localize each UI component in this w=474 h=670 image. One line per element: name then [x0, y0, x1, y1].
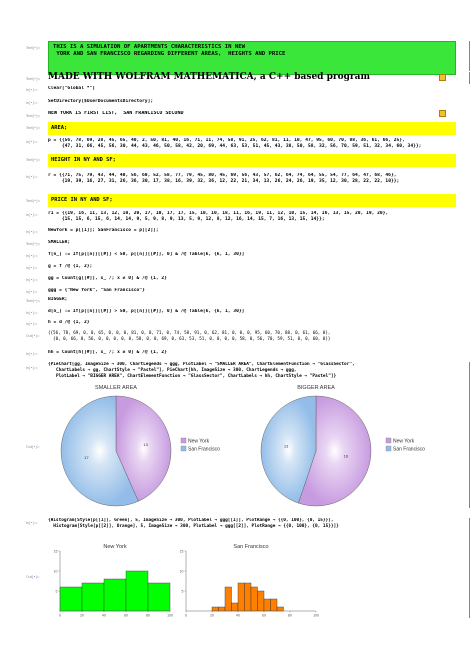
- input-label: In[•]:=: [26, 175, 38, 179]
- histogram-bar: [82, 583, 104, 611]
- f-def-input[interactable]: f[n_] := If[p[[n]][[#]] < 50, p[[n]][[#]], 0] & /@ Table[k, {k, 1, 30}]: [48, 252, 245, 257]
- legend-label: San Francisco: [188, 446, 220, 453]
- histogram-title: New York: [103, 544, 127, 550]
- histogram-bar: [104, 579, 126, 611]
- setdir-input[interactable]: SetDirectory[$UserDocumentsDirectory];: [48, 99, 154, 104]
- pie-slice-label: 16: [343, 453, 349, 459]
- cell-label: Text[•]=: [26, 126, 41, 130]
- output-label: Out[•]=: [26, 575, 40, 579]
- histogram-title: San Francisco: [233, 544, 269, 550]
- histogram-bar: [251, 587, 258, 611]
- cell-label: Text[•]=: [26, 299, 41, 303]
- histogram-bar: [60, 587, 82, 611]
- x-tick-label: 100: [313, 613, 319, 618]
- output-label: Out[•]=: [26, 445, 40, 449]
- histogram-bar: [225, 587, 232, 611]
- h-def-input[interactable]: h = d /@ {1, 2}: [48, 320, 90, 325]
- y-tick-label: 10: [179, 569, 184, 574]
- hh-def-input[interactable]: hh = Count[h[[#]], x_ /; x ≠ 0] & /@ {1, 2}: [48, 350, 167, 355]
- cell-label: Text[•]=: [26, 114, 41, 118]
- ggg-def-input[interactable]: ggg = {"New York", "San Francisco"}: [48, 288, 145, 293]
- histogram-bar: [126, 571, 148, 611]
- pie-slice-label: 17: [84, 454, 89, 460]
- input-label: In[•]:=: [26, 230, 38, 234]
- histogram-bar: [219, 607, 226, 611]
- input-label: In[•]:=: [26, 352, 38, 356]
- input-label: In[•]:=: [26, 366, 38, 370]
- x-tick-label: 60: [124, 613, 128, 618]
- x-tick-label: 80: [146, 613, 150, 618]
- cell-label: Text[•]=: [26, 77, 41, 81]
- y-tick-label: 15: [53, 549, 58, 554]
- legend-swatch: [181, 438, 186, 443]
- input-label: In[•]:=: [26, 140, 38, 144]
- gg-def-input[interactable]: gg = Count[g[[#]], x_ /; x ≠ 0] & /@ {1, 2}: [48, 276, 167, 281]
- x-tick-label: 0: [59, 613, 61, 618]
- pie-slice-label: 13: [283, 443, 289, 449]
- input-label: In[•]:=: [26, 88, 38, 92]
- piechart-command-input[interactable]: {PieChart[gg, ImageSize → 300, ChartLegends → ggg, PlotLabel → "SMALLER AREA", ChartElementFunction → "GlassSector", ChartLabels → gg, ChartStyle → "Pastel"], PieChart[hh, ImageSize → 300, ChartLegends → ggg, PlotLabel → "BIGGER AREA", ChartElementFunction → "GlassSector", ChartLabels → hh, ChartStyle → "Pastel"]}: [48, 362, 355, 379]
- cell-label: Text[•]=: [26, 199, 41, 203]
- cell-label: Text[•]=: [26, 46, 41, 50]
- r-list-input[interactable]: r = {{71, 75, 79, 43, 44, 40, 56, 60, 52, 58, 77, 79, 45, 80, 45, 69, 56, 43, 57, 62, 64, 74, 64, 55, 54, 77, 64, 47, 68, 46}, {19, 39, 16, 27, 31, 26, 36, 30, 17, 38, 16, 39, 32, 36, 12, 22, 21, 34, 13, 26, 24, 26, 19, 35, 12, 30, 28, 22, 22, 10}};: [48, 173, 400, 184]
- x-tick-label: 40: [236, 613, 240, 618]
- input-label: In[•]:=: [26, 101, 38, 105]
- histogram-bar: [264, 599, 271, 611]
- y-tick-label: 5: [55, 589, 58, 594]
- height-header-cell[interactable]: HEIGHT IN NY AND SF;: [48, 154, 456, 167]
- d-def-input[interactable]: d[n_] := If[p[[n]][[#]] > 50, p[[n]][[#]], 0] & /@ Table[k, {k, 1, 30}]: [48, 309, 245, 314]
- cell-marker-icon[interactable]: [439, 110, 446, 117]
- histogram-bar: [271, 599, 278, 611]
- y-tick-label: 5: [181, 589, 184, 594]
- histogram-bar: [238, 583, 245, 611]
- pie-title: SMALLER AREA: [95, 385, 137, 391]
- pie-slice-label: 13: [143, 442, 148, 448]
- p-list-input[interactable]: p = {{56, 78, 69, 28, 45, 65, 40, 2, 50, 81, 40, 16, 71, 11, 74, 58, 91, 25, 62, 81, 11, 10, 47, 95, 60, 70, 88, 36, 61, 66, 25}, {47, 31, 66, 45, 56, 30, 44, 43, 46, 50, 58, 42, 20, 69, 44, 63, 53, 51, 45, 43, 38, 50, 58, 32, 56, 70, 59, 51, 32, 34, 60, 34}};: [48, 138, 422, 149]
- histogram-command-input[interactable]: {Histogram[Style[p[[1]], Green], 5, ImageSize → 300, PlotLabel → ggg[[1]], PlotRange → {{0, 100}, {0, 15}}], Histogram[Style[p[[2]], Orange], 5, ImageSize → 300, PlotLabel → ggg[[2]], PlotRange → {{0, 100}, {0, 15}}]}: [48, 518, 339, 529]
- pie-title: BIGGER AREA: [297, 385, 335, 391]
- smaller-label[interactable]: SMALLER;: [48, 240, 71, 245]
- x-tick-label: 80: [288, 613, 292, 618]
- histogram-bar: [148, 583, 170, 611]
- pie-charts-output[interactable]: [46, 383, 466, 507]
- h-output: {{56, 78, 69, 0, 0, 65, 0, 0, 0, 81, 0, 0, 71, 0, 74, 58, 91, 0, 62, 81, 0, 0, 0, 95, 60, 70, 88, 0, 61, 66, 0}, {0, 0, 66, 0, 56, 0, 0, 0, 0, 0, 58, 0, 0, 69, 0, 63, 53, 51, 0, 0, 0, 0, 58, 0, 56, 70, 59, 51, 0, 0, 60, 0}}: [48, 330, 331, 341]
- legend-swatch: [386, 446, 391, 451]
- input-label: In[•]:=: [26, 311, 38, 315]
- histogram-bar: [258, 591, 265, 611]
- input-label: In[•]:=: [26, 254, 38, 258]
- y-tick-label: 10: [53, 569, 58, 574]
- cell-label: Text[•]=: [26, 242, 41, 246]
- clear-input[interactable]: Clear["Global`*"]: [48, 86, 96, 91]
- g-def-input[interactable]: g = f /@ {1, 2};: [48, 264, 93, 269]
- made-with-title[interactable]: MADE WITH WOLFRAM MATHEMATICA, a C++ based program: [48, 72, 371, 82]
- legend-label: New York: [393, 438, 415, 445]
- histogram-bar: [232, 603, 239, 611]
- x-tick-label: 40: [102, 613, 106, 618]
- r1-list-input[interactable]: r1 = {{19, 16, 11, 13, 12, 10, 20, 17, 10, 17, 17, 15, 10, 10, 18, 11, 16, 19, 11, 12, 10, 15, 14, 16, 13, 15, 20, 19, 20}, {15, 15, 6, 15, 6, 14, 14, 9, 5, 9, 8, 9, 13, 5, 9, 12, 8, 12, 16, 14, 15, 7, 16, 13, 15, 14}};: [48, 211, 389, 222]
- x-tick-label: 0: [185, 613, 187, 618]
- x-tick-label: 100: [167, 613, 173, 618]
- legend-label: San Francisco: [393, 446, 425, 453]
- cell-bracket[interactable]: [468, 362, 470, 508]
- bigger-label[interactable]: BIGGER;: [48, 297, 68, 302]
- input-label: In[•]:=: [26, 521, 38, 525]
- histograms-output[interactable]: [46, 533, 466, 619]
- input-label: In[•]:=: [26, 266, 38, 270]
- histogram-bar: [212, 607, 219, 611]
- output-label: Out[•]=: [26, 334, 40, 338]
- ny-sf-def-input[interactable]: NewYork = p[[1]]; SanFrancisco = p[[2]];: [48, 228, 159, 233]
- cell-bracket[interactable]: [468, 72, 470, 84]
- cell-bracket[interactable]: [468, 41, 470, 71]
- legend-swatch: [386, 438, 391, 443]
- legend-label: New York: [188, 438, 210, 445]
- ny-first-text[interactable]: NEW YORK IS FIRST LIST, SAN FRANCISCO SECOND: [48, 111, 184, 116]
- cell-label: Text[•]=: [26, 158, 41, 162]
- area-header-cell[interactable]: AREA;: [48, 122, 456, 135]
- input-label: In[•]:=: [26, 290, 38, 294]
- price-header-cell[interactable]: PRICE IN NY AND SF;: [48, 194, 456, 207]
- x-tick-label: 20: [210, 613, 214, 618]
- histogram-bar: [277, 607, 284, 611]
- cell-marker-icon[interactable]: [439, 74, 446, 81]
- legend-swatch: [181, 446, 186, 451]
- input-label: In[•]:=: [26, 322, 38, 326]
- cell-bracket[interactable]: [468, 518, 470, 618]
- x-tick-label: 60: [262, 613, 266, 618]
- input-label: In[•]:=: [26, 213, 38, 217]
- y-tick-label: 15: [179, 549, 184, 554]
- x-tick-label: 20: [80, 613, 84, 618]
- histogram-bar: [245, 583, 252, 611]
- intro-text-cell[interactable]: THIS IS A SIMULATION OF APARTMENTS CHARACTERISTICS IN NEW YORK AND SAN FRANCISCO REGARDING DIFFERENT AREAS, HEIGHTS AND PRICE: [48, 41, 456, 75]
- input-label: In[•]:=: [26, 278, 38, 282]
